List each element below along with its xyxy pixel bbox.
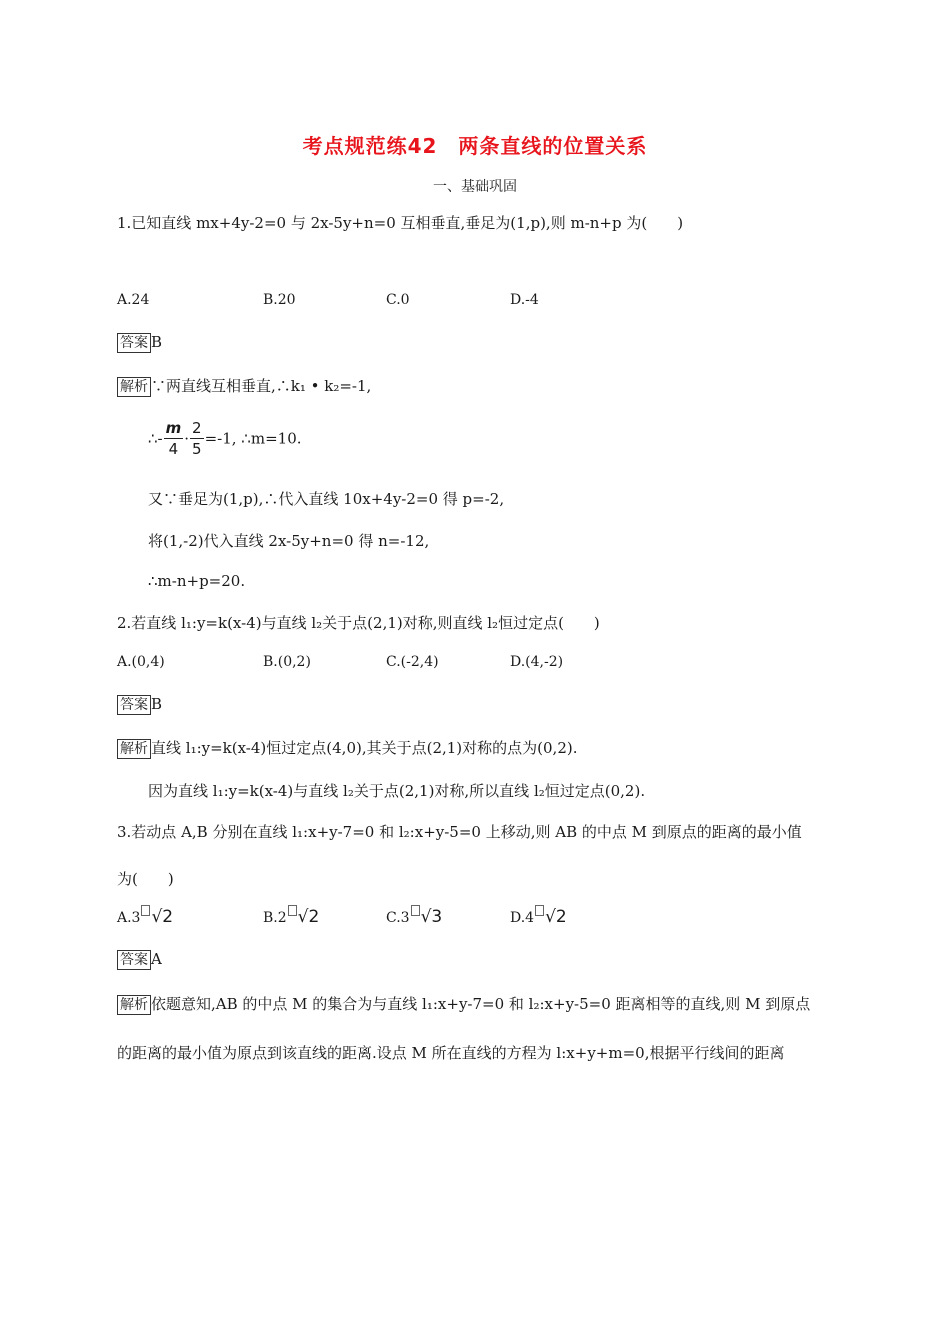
- q3-answer-value: A: [151, 950, 162, 968]
- placeholder-box-icon: [288, 905, 297, 916]
- radical-sqrt2: √2: [297, 907, 320, 927]
- frac2-numerator: 2: [192, 419, 202, 437]
- q2-option-d: D.(4,-2): [510, 654, 564, 670]
- q2-answer-value: B: [151, 695, 163, 713]
- q2-option-c: C.(-2,4): [386, 654, 439, 670]
- q3-option-d: D.4 √2: [510, 907, 567, 927]
- q1-analysis-row-1: [117, 375, 371, 397]
- q2-option-b: B.(0,2): [263, 654, 311, 670]
- q1-therefore-minus: ∴-: [148, 429, 163, 448]
- q3-analysis-row-1: [117, 993, 810, 1015]
- q2-analysis-row-1: [117, 737, 578, 759]
- q1-analysis-line-5: ∴m-n+p=20.: [148, 572, 246, 590]
- question-1-stem: 1.已知直线 mx+4y-2=0 与 2x-5y+n=0 互相垂直,垂足为(1,p),则 m-n+p 为( ): [117, 214, 684, 232]
- question-3-stem-line-1: 3.若动点 A,B 分别在直线 l₁:x+y-7=0 和 l₂:x+y-5=0 上移动,则 AB 的中点 M 到原点的距离的最小值: [117, 823, 802, 841]
- fraction-2-over-5: [190, 418, 204, 459]
- q1-analysis-row-2: ∴- $\frac{m}{4}$ · $\frac{2}{5}$ =-1, ∴m=10.: [148, 419, 302, 458]
- radical-sqrt2: √2: [151, 907, 174, 927]
- analysis-tag: 解析: [117, 739, 151, 759]
- frac1-denominator: 4: [168, 440, 179, 458]
- q1-option-b: B.20: [263, 292, 296, 308]
- question-3-stem-line-2: 为( ): [117, 870, 174, 888]
- answer-tag: 答案: [117, 950, 151, 970]
- q2-analysis-line-1: 直线 l₁:y=k(x-4)恒过定点(4,0),其关于点(2,1)对称的点为(0,2).: [151, 739, 578, 757]
- q1-analysis-line-3: 又∵垂足为(1,p),∴代入直线 10x+4y-2=0 得 p=-2,: [148, 490, 505, 508]
- q1-option-c: C.0: [386, 292, 410, 308]
- q3-analysis-line-1: 依题意知,AB 的中点 M 的集合为与直线 l₁:x+y-7=0 和 l₂:x+y-5=0 距离相等的直线,则 M 到原点: [151, 995, 811, 1013]
- fraction-m-over-4: [164, 418, 184, 459]
- section-heading: 一、基础巩固: [433, 179, 517, 195]
- q1-option-a: A.24: [117, 292, 150, 308]
- question-2-stem: 2.若直线 l₁:y=k(x-4)与直线 l₂关于点(2,1)对称,则直线 l₂恒过定点( ): [117, 614, 600, 632]
- frac1-numerator: m: [165, 419, 182, 437]
- analysis-tag: 解析: [117, 377, 151, 397]
- q2-answer-row: [117, 695, 162, 715]
- q1-analysis-line-1: ∵两直线互相垂直,∴k₁ • k₂=-1,: [151, 377, 372, 395]
- q2-option-a: A.(0,4): [117, 654, 165, 670]
- placeholder-box-icon: [411, 905, 420, 916]
- radical-sqrt3: √3: [420, 907, 443, 927]
- q3-option-b: B.2 √2: [263, 907, 320, 927]
- answer-tag: 答案: [117, 333, 151, 353]
- radical-sqrt2: √2: [545, 907, 567, 927]
- q3-analysis-line-2: 的距离的最小值为原点到该直线的距离.设点 M 所在直线的方程为 l:x+y+m=0,根据平行线间的距离: [117, 1044, 785, 1062]
- q2-analysis-line-2: 因为直线 l₁:y=k(x-4)与直线 l₂关于点(2,1)对称,所以直线 l₂恒过定点(0,2).: [148, 782, 646, 800]
- q1-answer-value: B: [151, 333, 163, 351]
- q1-option-d: D.-4: [510, 292, 539, 308]
- page-title: 考点规范练42 两条直线的位置关系: [302, 134, 648, 158]
- q1-analysis-line-2: =-1, ∴m=10.: [204, 429, 302, 448]
- frac2-denominator: 5: [192, 440, 202, 458]
- analysis-tag: 解析: [117, 995, 151, 1015]
- placeholder-box-icon: [535, 905, 544, 916]
- q3-option-c: C.3 √3: [386, 907, 443, 927]
- placeholder-box-icon: [141, 905, 150, 916]
- q3-answer-row: [117, 950, 162, 970]
- q3-option-a: A.3 √2: [117, 907, 174, 927]
- q1-answer-row: [117, 333, 162, 353]
- answer-tag: 答案: [117, 695, 151, 715]
- q1-analysis-line-4: 将(1,-2)代入直线 2x-5y+n=0 得 n=-12,: [148, 532, 430, 550]
